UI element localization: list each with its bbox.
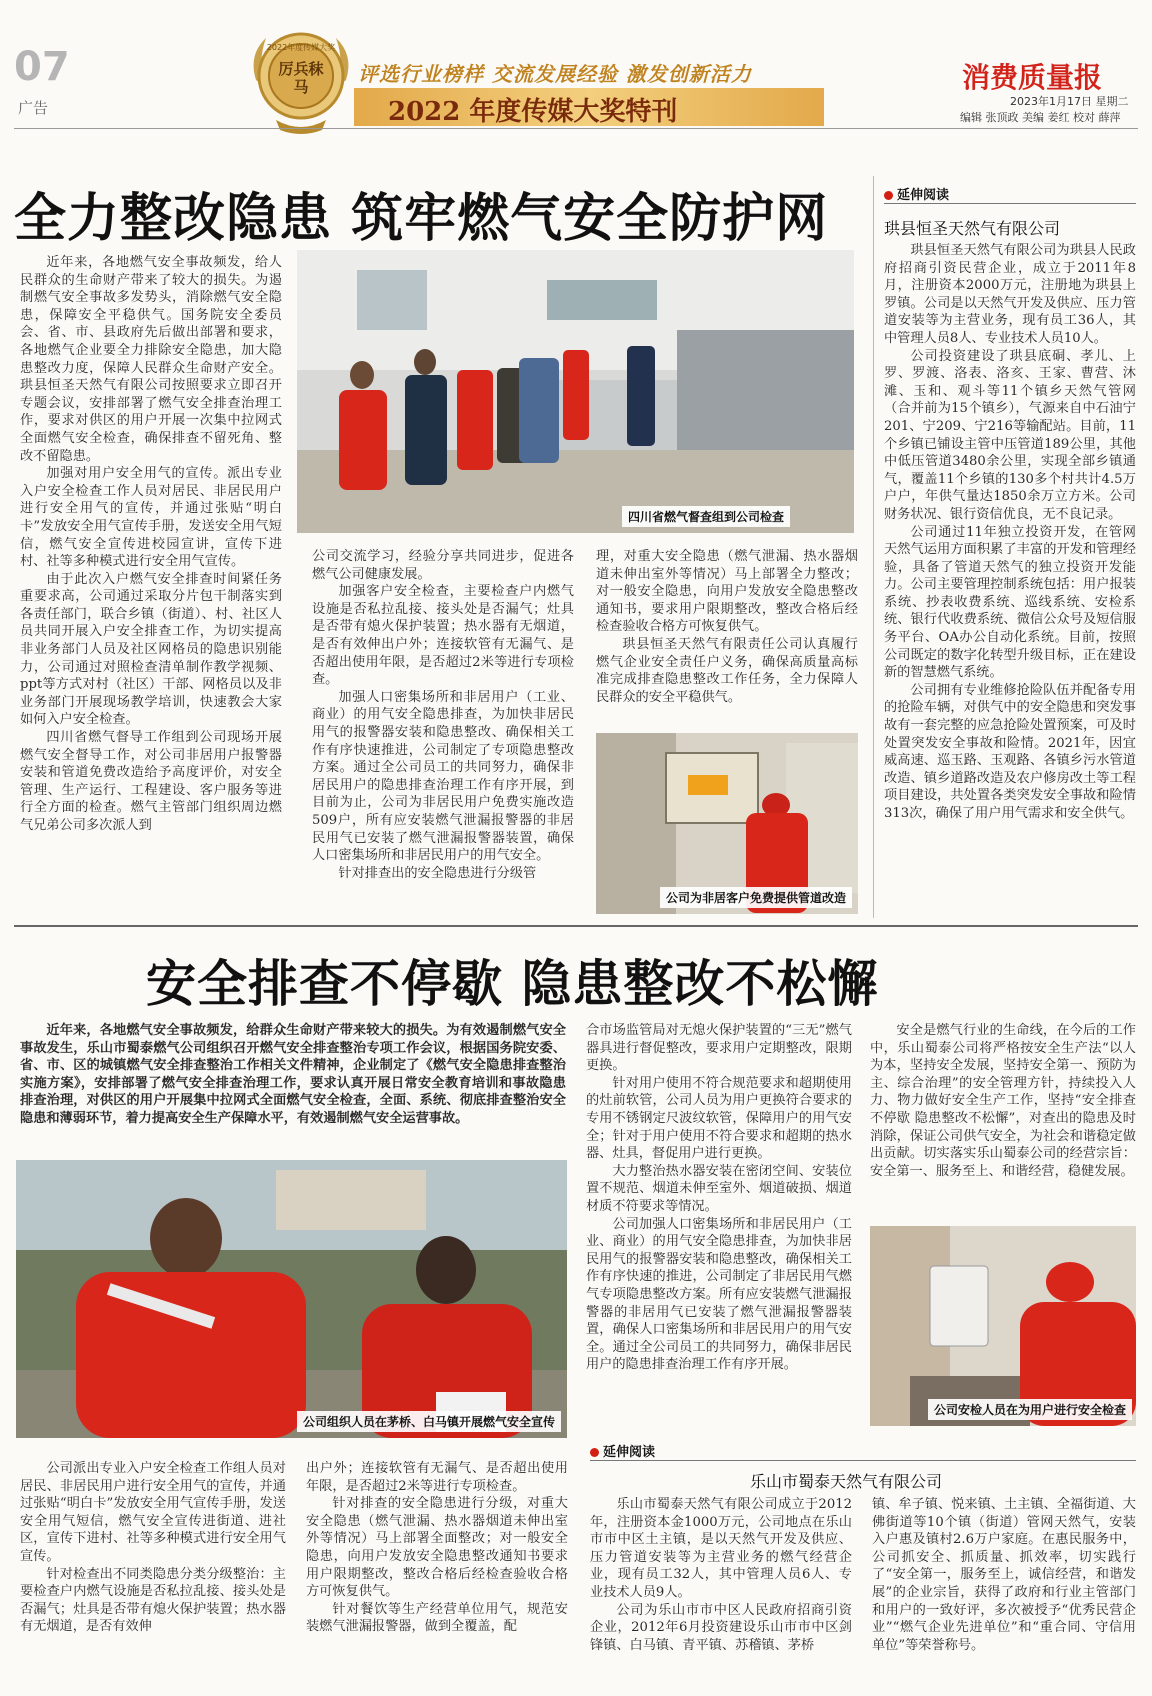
paragraph: 乐山市蜀泰天然气有限公司成立于2012年，注册资本金1000万元，公司地点在乐山市市中区土主镇，是以天然气开发及供应、压力管道安装等为主营业务的燃气经营企业，现有员工32人，其中管理人员6人、专业技术人员9人。 [590, 1497, 852, 1600]
award-badge [246, 20, 356, 136]
extended-reading-tag [884, 184, 949, 203]
company-title-gongxian: 珙县恒圣天然气有限公司 [884, 219, 1061, 238]
paragraph: 公司投资建设了珙县底硐、孝儿、上罗、罗渡、洛表、洛亥、王家、曹营、沐滩、玉和、观斗等11个镇乡天然气管网（合并前为15个镇乡），气源来自中石油宁201、宁209、宁216等输配站。目前，11个乡镇已铺设主管中压管道189公里，其他中低压管道3480余公里，实现全部乡镇通气，覆盖11个乡镇的130多个村共计4.5万户户，年供气量达1850余万立方米。公司财务状况、银行资信优良，无不良记录。 [884, 348, 1136, 522]
paragraph: 镇、牟子镇、悦来镇、土主镇、全福街道、大佛街道等10个镇（街道）管网天然气，安装入户惠及镇村2.6万户家庭。在惠民服务中，公司抓安全、抓质量、抓效率，切实践行了“安全第一，服务至上，诚信经营，和谐发展”的企业宗旨，获得了政府和行业主管部门和用户的一致好评，多次被授予“优秀民营企业”“燃气企业先进单位”和“重合同、守信用单位”等荣誉称号。 [872, 1497, 1136, 1653]
paragraph: 理，对重大安全隐患（燃气泄漏、热水器烟道未伸出室外等情况）马上部署全力整改；对一般安全隐患，向用户发放安全隐患整改通知书，要求用户限期整改，整改合格后经检查验收合格方可恢复供气。 [596, 549, 858, 635]
editor-line: 编辑 张顶政 美编 姜红 校对 薛萍 [960, 111, 1121, 124]
article2-col1 [20, 1460, 286, 1636]
photo-inspection-kitchen [297, 250, 854, 533]
extended-reading-label-2: 延伸阅读 [603, 1445, 656, 1460]
paragraph: 公司交流学习，经验分享共同进步，促进各燃气公司健康发展。 [312, 549, 574, 582]
paragraph: 公司拥有专业维修抢险队伍并配备专用的抢险车辆，对供气中的安全隐患和突发事故有一套完整的应急抢险处置预案，可及时处置突发安全事故和险情。2021年，因宜威高速、巡玉路、玉观路、各镇乡污水管道改造、镇乡道路改造及农户修房改土等工程项目建设，共处置各类突发安全事故和险情313次，确保了用户用气需求和安全供气。 [884, 682, 1136, 821]
badge-ring-text: 2022年度传媒大奖 [266, 43, 336, 52]
article2-col3 [586, 1022, 852, 1374]
red-dot-icon [590, 1448, 599, 1457]
paragraph: 公司加强人口密集场所和非居民用户（工业、商业）的用气安全隐患排查，为加快非居民用气的报警器安装和隐患整改，确保相关工作有序快速的推进，公司制定了非居民用气燃气专项隐患整改方案。所有应安装燃气泄漏报警器的非居用气已安装了燃气泄漏报警器装置，确保人口密集场所和非居民用户的用气安全。通过全公司员工的共同努力，确保非居民用户的隐患排查治理工作有序开展。 [586, 1216, 852, 1373]
photo-pipe-renovation [596, 733, 858, 914]
photo2-caption: 公司为非居客户免费提供管道改造 [660, 887, 852, 908]
article1-col2 [312, 548, 574, 882]
paragraph: 安全是燃气行业的生命线，在今后的工作中，乐山蜀泰公司将严格按安全生产法“以人为本，坚持安全发展，坚持安全第一、预防为主、综合治理”的安全管理方针，持续投入人力、物力做好安全生产工作，坚持“安全排查不停歇 隐患整改不松懈”，对查出的隐患及时消除，保证公司供气安全，为社会和谐稳定做出贡献。切实落实乐山蜀泰公司的经营宗旨：安全第一、服务至上、和谐经营，稳健发展。 [870, 1023, 1136, 1179]
date-line: 2023年1月17日 星期二 [1010, 95, 1129, 108]
article2-lead [20, 1022, 566, 1128]
page-number: 07 [14, 44, 70, 90]
photo3-caption: 公司组织人员在茅桥、白马镇开展燃气安全宣传 [297, 1411, 561, 1432]
paragraph: 针对检查出不同类隐患分类分级整治：主要检查户内燃气设施是否私拉乱接、接头处是否漏气；灶具是否带有熄火保护装置；热水器有无烟道，是否有效伸 [20, 1566, 286, 1635]
extended-reading-tag-2 [590, 1441, 655, 1460]
paragraph: 合市场监管局对无熄火保护装置的“三无”燃气器具进行督促整改，要求用户定期整改，限期更换。 [586, 1023, 852, 1074]
header-rule [14, 128, 1138, 129]
company-title-leshan: 乐山市蜀泰天然气有限公司 [750, 1472, 943, 1491]
paragraph: 珙县恒圣天然气有限责任公司认真履行燃气企业安全责任户义务，确保高质量高标准完成排查隐患整改工作任务，全力保障人民群众的安全平稳供气。 [596, 636, 858, 705]
paragraph: 针对用户使用不符合规范要求和超期使用的灶前软管，公司人员为用户更换符合要求的专用不锈钢定尺波纹软管，保障用户的用气安全；针对于用户使用不符合要求和超期的热水器、灶具，督促用户进行更换。 [586, 1075, 852, 1162]
article1-side-col [884, 242, 1136, 823]
article-separator [14, 925, 1138, 927]
photo4-caption: 公司安检人员在为用户进行安全检查 [928, 1399, 1132, 1420]
paragraph: 加强客户安全检查，主要检查户内燃气设施是否私拉乱接、接头处是否漏气；灶具是否带有熄火保护装置；热水器有无烟道，是否有效伸出户外；连接软管有无漏气、是否超出使用年限，是否超过2米等进行专项检查。 [312, 584, 574, 688]
extended-tag-rule-2 [590, 1460, 1136, 1461]
photo1-caption: 四川省燃气督查组到公司检查 [622, 506, 790, 527]
article1-headline: 全力整改隐患 筑牢燃气安全防护网 [14, 189, 829, 249]
badge-center-text: 厉兵秣马 [278, 60, 324, 96]
paragraph: 出户外；连接软管有无漏气、是否超出使用年限，是否超过2米等进行专项检查。 [306, 1461, 568, 1494]
red-dot-icon [884, 191, 893, 200]
side-divider [873, 176, 874, 918]
paragraph: 四川省燃气督导工作组到公司现场开展燃气安全督导工作，对公司非居用户报警器安装和管道免费改造给予高度评价，对安全管理、生产运行、工程建设、客户服务等进行全方面的检查。燃气主管部门组织周边燃气兄弟公司多次派人到 [20, 730, 282, 833]
paragraph: 由于此次入户燃气安全排查时间紧任务重要求高，公司通过采取分片包干制落实到各责任部门，联合乡镇（街道）、村、社区人员共同开展入户安全排查工作，为切实提高非业务部门人员及社区网格员的隐患识别能力，公司通过对照检查清单制作教学视频、ppt等方式对村（社区）干部、网格员以及非业务部门开展现场教学培训，快速教会大家如何入户安全检查。 [20, 571, 282, 728]
paper-name: 消费质量报 [962, 61, 1103, 94]
article1-col3 [596, 548, 858, 706]
paragraph: 珙县恒圣天然气有限公司为珙县人民政府招商引资民营企业，成立于2011年8月，注册资本2000万元，注册地为珙县上罗镇。公司是以天然气开发及供应、压力管道安装等为主营业务，现有员工36人，其中管理人员8人、专业技术人员10人。 [884, 243, 1136, 346]
lead-paragraph: 近年来，各地燃气安全事故频发，给群众生命财产带来较大的损失。为有效遏制燃气安全事故发生，乐山市蜀泰燃气公司组织召开燃气安全排查整治专项工作会议，根据国务院安委、省、市、区的城镇燃气安全排查整治工作相关文件精神，企业制定了《燃气安全隐患排查整治实施方案》，安排部署了燃气安全排查治理工作，要求认真开展日常安全教育培训和事故隐患排查治理，对供区的用户开展集中拉网式全面燃气安全检查，全面、系统、彻底排查整治安全隐患和薄弱环节，着力提高安全生产保障水平，有效遏制燃气安全运营事故。 [20, 1023, 566, 1126]
photo-street-campaign [16, 1160, 567, 1438]
paragraph: 公司通过11年独立投资开发，在管网天然气运用方面积累了丰富的开发和管理经验，具备了管道天然气的独立投资开发能力。公司主要管理控制系统包括：用户报装系统、抄表收费系统、巡线系统、安检系统、银行代收费系统、微信公众号及短信服务平台、OA办公自动化系统。目前，按照公司既定的数字化转型升级目标，正在建设新的智慧燃气系统。 [884, 524, 1136, 681]
photo-home-inspection [870, 1226, 1136, 1426]
article2-col2 [306, 1460, 568, 1636]
paragraph: 近年来，各地燃气安全事故频发，给人民群众的生命财产带来了较大的损失。为遏制燃气安全事故多发势头，消除燃气安全隐患，保障安全平稳供气。国务院安全委员会、省、市、县政府先后做出部署和要求，各地燃气企业要全力排除安全隐患，加大隐患整改力度，保障人民群众生命财产安全。珙县恒圣天然气有限公司按照要求立即召开专题会议，安排部署了燃气安全排查治理工作，要求对供区的用户开展一次集中拉网式全面燃气安全检查，确保排查不留死角、整改不留隐患。 [20, 255, 282, 464]
paragraph: 公司派出专业入户安全检查工作组人员对居民、非居民用户进行安全用气的宣传，并通过张贴“明白卡”发放安全用气宣传手册，发送安全用气短信，燃气安全宣传进街道、进社区，宣传下进村、社等多种模式进行安全用气宣传。 [20, 1461, 286, 1564]
article2-ext-col2 [872, 1496, 1136, 1654]
paragraph: 加强人口密集场所和非居用户（工业、商业）的用气安全隐患排查，为加快非居民用气的报警器安装和隐患整改、确保相关工作有序快速推进，公司制定了专项隐患整改方案。通过全公司员工的共同努力，确保非居民用户的隐患排查治理工作有序开展，到目前为止，公司为非居民用户免费实施改造509户，所有应安装燃气泄漏报警器的非居民用气已安装了燃气泄漏报警器装置，确保人口密集场所和非居民用户的用气安全。 [312, 689, 574, 864]
article2-headline: 安全排查不停歇 隐患整改不松懈 [146, 955, 879, 1013]
extended-reading-label: 延伸阅读 [897, 188, 950, 203]
section-label: 广告 [18, 99, 49, 117]
slogan: 评选行业榜样 交流发展经验 激发创新活力 [358, 62, 752, 86]
special-title: 2022 年度传媒大奖特刊 [388, 97, 678, 127]
paragraph: 大力整治热水器安装在密闭空间、安装位置不规范、烟道未伸至室外、烟道破损、烟道材质不符要求等情况。 [586, 1163, 852, 1214]
article1-col1 [20, 254, 282, 835]
paragraph: 针对排查的安全隐患进行分级，对重大安全隐患（燃气泄漏、热水器烟道未伸出室外等情况）马上部署全面整改；对一般安全隐患，向用户发放安全隐患整改通知书要求用户限期整改，整改合格后经检查验收合格方可恢复供气。 [306, 1496, 568, 1600]
article2-col4 [870, 1022, 1136, 1180]
paragraph: 公司为乐山市市中区人民政府招商引资企业，2012年6月投资建设乐山市市中区剑锋镇、白马镇、青平镇、苏稽镇、茅桥 [590, 1602, 852, 1653]
paragraph: 针对餐饮等生产经营单位用气，规范安装燃气泄漏报警器，做到全覆盖，配 [306, 1601, 568, 1635]
article2-ext-col1 [590, 1496, 852, 1654]
paragraph: 针对排查出的安全隐患进行分级管 [338, 865, 537, 881]
paragraph: 加强对用户安全用气的宣传。派出专业入户安全检查工作人员对居民、非居民用户进行安全用气的宣传，并通过张贴“明白卡”发放安全用气宣传手册，发送安全用气短信，燃气安全宣传进校园宣讲，宣传下进村、社等多种模式进行安全用气宣传。 [20, 466, 282, 570]
extended-tag-rule [884, 203, 1136, 204]
